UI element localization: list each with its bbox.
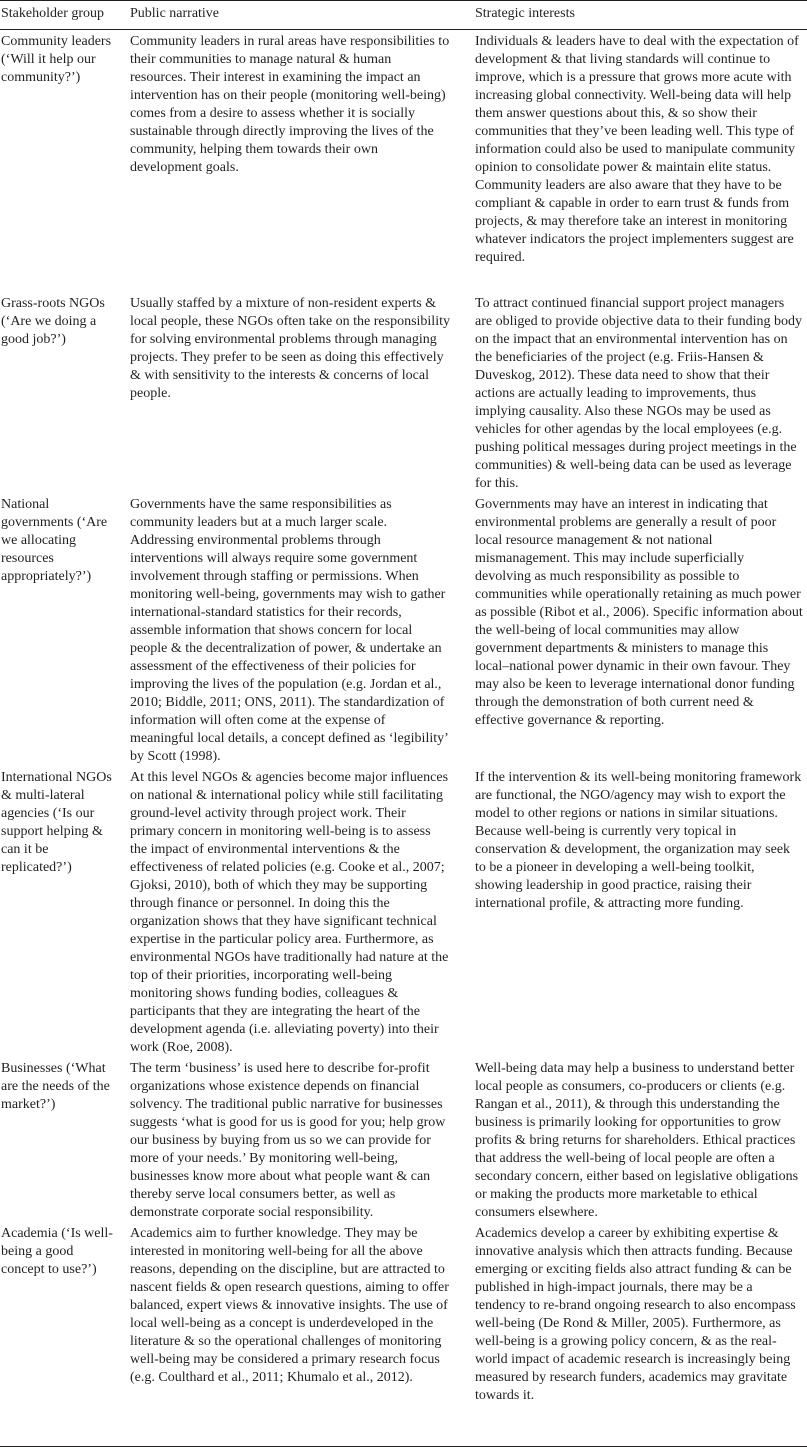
strategic-interests-cell: If the intervention & its well-being monitoring framework are functional, the NGO/agency may wish to export the model to other regions or nations in similar situations. Because well-being is currently very topical in conservation & development, the organization may seek to be a pioneer in developing a well-being toolkit, showing leadership in good practice, raising their international profile, & attracting more funding. [475, 770, 802, 911]
stakeholder-group-cell: National governments (‘Are we allocating resources appropriately?’) [1, 497, 108, 584]
table-row [0, 766, 807, 1057]
public-narrative-cell: Usually staffed by a mixture of non-resident experts & local people, these NGOs often take on the responsibility for solving environmental problems through managing projects. They prefer to be seen as doing this effectively & with sensitivity to the interests & concerns of local people. [130, 296, 450, 401]
table-header [0, 1, 807, 30]
stakeholder-group-cell: Businesses (‘What are the needs of the market?’) [1, 1061, 110, 1112]
strategic-interests-cell: To attract continued financial support project managers are obliged to provide objective data to their funding body on the impact that an environmental intervention has on the beneficiaries of the project (e.g. Friis-Hansen & Duveskog, 2012). These data need to show that their actions are actually leading to improvements, thus implying causality. Also these NGOs may be used as vehicles for other agendas by the local employees (e.g. pushing political messages during project meetings in the communities) & well-being data can be used as leverage for this. [475, 296, 802, 491]
table-row [0, 292, 807, 493]
header-stakeholder-group: Stakeholder group [1, 6, 105, 21]
strategic-interests-cell: Academics develop a career by exhibiting expertise & innovative analysis which then attracts funding. Because emerging or exciting fields also attract funding & can be published in high-impact journals, there may be a tendency to re-brand ongoing research to also encompass well-being (De Rond & Miller, 2005). Furthermore, as well-being is a growing policy concern, & as the real-world impact of academic research is increasingly being measured by research funders, academics may gravitate towards it. [475, 1226, 796, 1403]
table-row [0, 30, 807, 293]
header-public-narrative: Public narrative [130, 6, 220, 21]
public-narrative-cell: Community leaders in rural areas have responsibilities to their communities to manage natural & human resources. Their interest in examining the impact an intervention has on their people (monitoring well-being) comes from a desire to assess whether it is socially sustainable through directly improving the lives of the community, helping them towards their own development goals. [130, 34, 450, 175]
stakeholder-group-cell: Community leaders (‘Will it help our community?’) [1, 34, 112, 85]
strategic-interests-cell: Governments may have an interest in indicating that environmental problems are generally a result of poor local resource management & not national mismanagement. This may include superficially devolving as much responsibility as possible to communities while operationally retaining as much power as possible (Ribot et al., 2006). Specific information about the well-being of local communities may allow government departments & ministers to manage this local–national power dynamic in their own favour. They may also be keen to leverage international donor funding through the demonstration of both current need & effective governance & reporting. [475, 497, 803, 728]
strategic-interests-cell: Individuals & leaders have to deal with the expectation of development & that living standards will continue to improve, which is a pressure that grows more acute with increasing global connectivity. Well-being data will help them answer questions about this, & so show their communities that they’ve been leading well. This type of information could also be used to manipulate community opinion to consolidate power & maintain elite status. Community leaders are also aware that they have to be compliant & capable in order to earn trust & funds from projects, & may therefore take an interest in monitoring whatever indicators the project implementers suggest are required. [475, 34, 799, 265]
header-strategic-interests: Strategic interests [475, 6, 575, 21]
stakeholder-group-cell: Academia (‘Is well-being a good concept to use?’) [1, 1226, 113, 1277]
table-row [0, 493, 807, 766]
header-row [0, 1, 807, 30]
table-body [0, 30, 807, 1447]
stakeholder-group-cell: Grass-roots NGOs (‘Are we doing a good job?’) [1, 296, 105, 347]
strategic-interests-cell: Well-being data may help a business to understand better local people as consumers, co-producers or clients (e.g. Rangan et al., 2011), & through this understanding the business is primarily looking for opportunities to grow profits & bring returns for shareholders. Ethical practices that address the well-being of local people are often a secondary concern, either based on legislative obligations or making the products more marketable to ethical consumers elsewhere. [475, 1061, 799, 1220]
stakeholder-group-cell: International NGOs & multi-lateral agencies (‘Is our support helping & can it be replicated?’) [1, 770, 112, 875]
public-narrative-cell: Governments have the same responsibilities as community leaders but at a much larger scale. Addressing environmental problems through interventions will always require some government involvement through staffing or permissions. When monitoring well-being, governments may wish to gather international-standard statistics for their records, assemble information that shows concern for local people & the decentralization of power, & undertake an assessment of the effectiveness of their policies for improving the lives of the population (e.g. Jordan et al., 2010; Biddle, 2011; ONS, 2011). The standardization of information will often come at the expense of meaningful local details, a concept defined as ‘legibility’ by Scott (1998). [130, 497, 448, 764]
table-row [0, 1057, 807, 1222]
table-row [0, 1222, 807, 1447]
public-narrative-cell: At this level NGOs & agencies become major influences on national & international policy while still facilitating ground-level activity through project work. Their primary concern in monitoring well-being is to assess the impact of environmental interventions & the effectiveness of related policies (e.g. Cooke et al., 2007; Gjoksi, 2010), both of which they may be supporting through finance or personnel. In doing this the organization shows that they have significant technical expertise in the particular policy area. Furthermore, as environmental NGOs have traditionally had nature at the top of their priorities, incorporating well-being monitoring shows funding bodies, colleagues & participants that they are integrating the heart of the development agenda (i.e. alleviating poverty) into their work (Roe, 2008). [130, 770, 449, 1055]
public-narrative-cell: The term ‘business’ is used here to describe for-profit organizations whose existence depends on financial solvency. The traditional public narrative for businesses suggests ‘what is good for us is good for you; help grow our business by buying from us so we can provide for more of your needs.’ By monitoring well-being, businesses know more about what people want & can thereby serve local consumers better, as well as demonstrate corporate social responsibility. [130, 1061, 446, 1220]
public-narrative-cell: Academics aim to further knowledge. They may be interested in monitoring well-being for all the above reasons, depending on the discipline, but are attracted to nascent fields & open research questions, aiming to offer balanced, expert views & innovative insights. The use of local well-being as a concept is underdeveloped in the literature & so the operational challenges of monitoring well-being may be considered a primary research focus (e.g. Coulthard et al., 2011; Khumalo et al., 2012). [130, 1226, 449, 1385]
